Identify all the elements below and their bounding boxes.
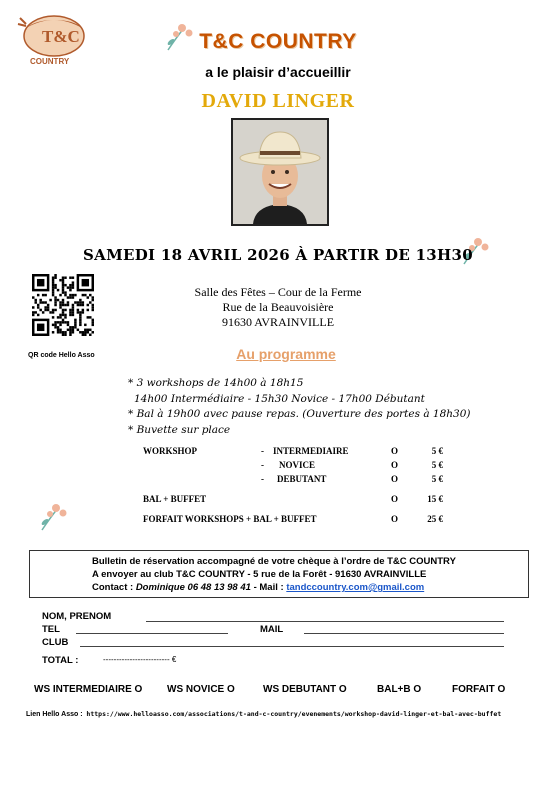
venue-line: Rue de la Beauvoisière xyxy=(222,300,334,314)
option-forfait[interactable]: FORFAIT O xyxy=(452,684,506,695)
helloasso-link-row xyxy=(26,710,501,718)
contact-phone: Dominique 06 48 13 98 41 xyxy=(135,582,251,593)
artist-photo xyxy=(231,118,329,226)
price-checkbox[interactable]: O xyxy=(391,446,399,456)
logo-subtext: COUNTRY xyxy=(30,57,70,66)
list-item: * 3 workshops de 14h00 à 18h15 xyxy=(128,377,304,389)
booking-box xyxy=(29,550,529,598)
price-checkbox[interactable]: O xyxy=(391,494,399,504)
price-dash: - xyxy=(261,446,264,456)
mail-label: MAIL xyxy=(260,624,284,635)
price-level: DEBUTANT xyxy=(277,474,327,484)
option-ws-novice[interactable]: WS NOVICE O xyxy=(167,684,235,695)
price-category: BAL + BUFFET xyxy=(143,494,207,504)
price-checkbox[interactable]: O xyxy=(391,460,399,470)
price-level: NOVICE xyxy=(279,460,316,470)
price-category: FORFAIT WORKSHOPS + BAL + BUFFET xyxy=(143,514,317,524)
tel-field[interactable] xyxy=(76,633,228,634)
list-item: * Bal à 19h00 avec pause repas. (Ouverture des portes à 18h30) xyxy=(128,408,471,420)
name-field[interactable] xyxy=(146,621,504,622)
price-level: INTERMEDIAIRE xyxy=(273,446,349,456)
page-title: T&C COUNTRY xyxy=(199,30,357,53)
helloasso-label: Lien Hello Asso : xyxy=(26,711,83,718)
subtitle: a le plaisir d’accueillir xyxy=(205,64,351,80)
price-checkbox[interactable]: O xyxy=(391,474,399,484)
price-dash: - xyxy=(261,474,264,484)
booking-contact: Contact : Dominique 06 48 13 98 41 - Mail : tandccountry.com@gmail.com xyxy=(92,582,425,593)
event-date: SAMEDI 18 AVRIL 2026 À PARTIR DE 13H30 xyxy=(83,246,473,264)
venue-address xyxy=(0,285,556,330)
option-ws-intermediaire[interactable]: WS INTERMEDIAIRE O xyxy=(34,684,143,695)
option-ws-debutant[interactable]: WS DEBUTANT O xyxy=(263,684,347,695)
club-field[interactable] xyxy=(80,646,504,647)
option-bal-buffet[interactable]: BAL+B O xyxy=(377,684,422,695)
qr-label: QR code Hello Asso xyxy=(28,352,95,359)
artist-name: DAVID LINGER xyxy=(201,90,355,112)
contact-email-link[interactable]: tandccountry.com@gmail.com xyxy=(286,582,425,593)
mail-field[interactable] xyxy=(304,633,504,634)
logo-text: T&C xyxy=(42,27,80,46)
list-item: * Buvette sur place xyxy=(128,423,231,436)
program-title: Au programme xyxy=(236,346,336,362)
tel-label: TEL xyxy=(42,624,60,635)
booking-line: Bulletin de réservation accompagné de votre chèque à l’ordre de T&C COUNTRY xyxy=(92,556,456,567)
club-label: CLUB xyxy=(42,637,69,648)
price-checkbox[interactable]: O xyxy=(391,514,399,524)
price-category: WORKSHOP xyxy=(143,446,198,456)
program-list xyxy=(128,376,471,438)
price-dash: - xyxy=(261,460,264,470)
list-item: 14h00 Intermédiaire - 15h30 Novice - 17h00 Débutant xyxy=(134,392,425,405)
flower-icon xyxy=(36,500,70,534)
booking-line: A envoyer au club T&C COUNTRY - 5 rue de la Forêt - 91630 AVRAINVILLE xyxy=(92,569,427,580)
venue-line: Salle des Fêtes – Cour de la Ferme xyxy=(194,285,362,299)
name-label: NOM, PRENOM xyxy=(42,611,112,622)
venue-line: 91630 AVRAINVILLE xyxy=(221,315,335,329)
helloasso-url[interactable]: https://www.helloasso.com/associations/t-and-c-country/evenements/workshop-david-linger-et-bal-avec-buffet xyxy=(86,710,502,718)
total-field[interactable]: ------------------------- € xyxy=(103,655,177,664)
total-label: TOTAL : xyxy=(42,655,79,666)
